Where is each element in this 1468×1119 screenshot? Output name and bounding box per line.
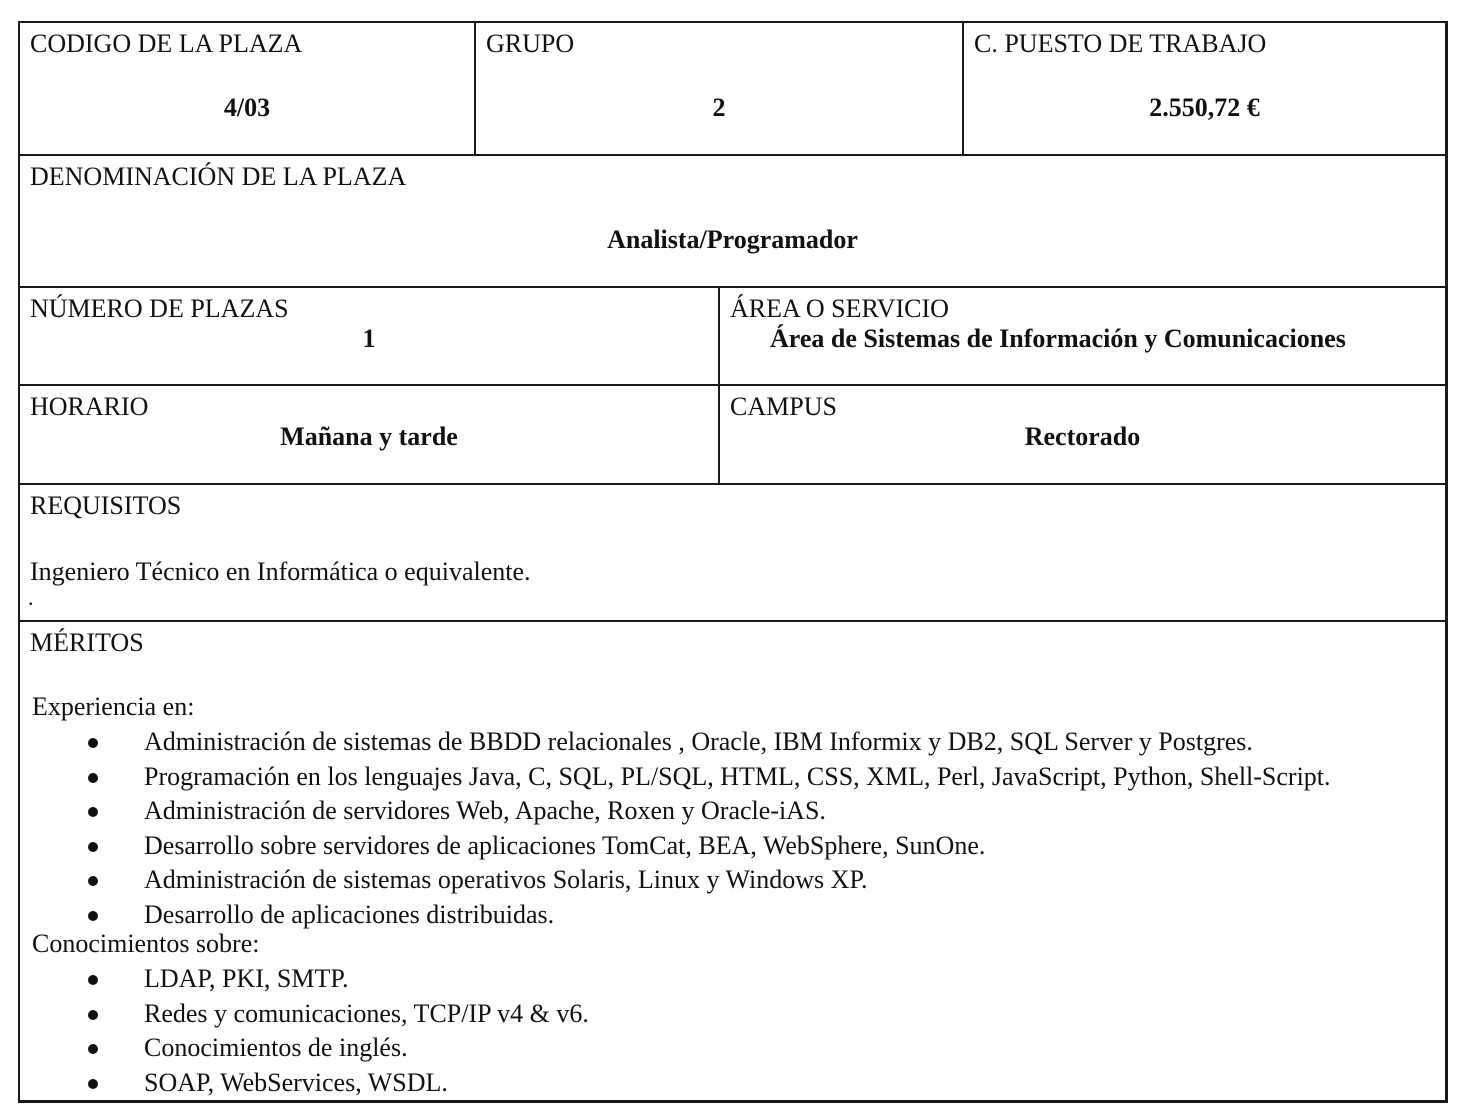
horario-label: HORARIO: [30, 392, 149, 421]
list-item: Conocimientos de inglés.: [20, 1031, 589, 1066]
experiencia-list: [20, 725, 1331, 932]
denominacion-label: DENOMINACIÓN DE LA PLAZA: [30, 162, 407, 191]
list-item: Desarrollo sobre servidores de aplicaciones TomCat, BEA, WebSphere, SunOne.: [20, 829, 1331, 864]
bullet-icon: [88, 876, 98, 886]
area-value: Área de Sistemas de Información y Comunicaciones: [770, 324, 1346, 353]
campus-label: CAMPUS: [730, 392, 837, 421]
bullet-icon: [88, 911, 98, 921]
cell-numero: [20, 288, 718, 384]
row-horario-campus: [20, 386, 1445, 485]
requisitos-stray-mark: .: [28, 585, 34, 610]
codigo-value: 4/03: [223, 93, 271, 122]
cell-area: [718, 288, 1445, 384]
list-item: Administración de sistemas de BBDD relacionales , Oracle, IBM Informix y DB2, SQL Server y Postgres.: [20, 725, 1331, 760]
campus-value: Rectorado: [1024, 422, 1141, 451]
grupo-value: 2: [712, 93, 726, 122]
list-item: Administración de servidores Web, Apache, Roxen y Oracle-iAS.: [20, 794, 1331, 829]
puesto-label: C. PUESTO DE TRABAJO: [974, 29, 1267, 58]
horario-value: Mañana y tarde: [280, 422, 458, 451]
bullet-icon: [88, 738, 98, 748]
bullet-icon: [88, 842, 98, 852]
cell-codigo: [20, 23, 474, 154]
numero-label: NÚMERO DE PLAZAS: [30, 294, 289, 323]
row-meritos: [20, 622, 1445, 1100]
cell-denominacion: [20, 156, 1445, 286]
list-item: SOAP, WebServices, WSDL.: [20, 1066, 589, 1101]
cell-campus: [718, 386, 1445, 483]
area-label: ÁREA O SERVICIO: [730, 294, 949, 323]
list-item: LDAP, PKI, SMTP.: [20, 962, 589, 997]
list-item: Administración de sistemas operativos Solaris, Linux y Windows XP.: [20, 863, 1331, 898]
conocimientos-list: [20, 962, 589, 1100]
conocimientos-heading: Conocimientos sobre:: [32, 929, 260, 958]
grupo-label: GRUPO: [486, 29, 575, 58]
row-denominacion: [20, 156, 1445, 288]
denominacion-value: Analista/Programador: [607, 225, 858, 254]
puesto-value: 2.550,72 €: [1149, 93, 1260, 122]
list-item: Programación en los lenguajes Java, C, SQL, PL/SQL, HTML, CSS, XML, Perl, JavaScript, Python, Shell-Script.: [20, 760, 1331, 795]
numero-value: 1: [362, 324, 376, 353]
cell-horario: [20, 386, 718, 483]
bullet-icon: [88, 773, 98, 783]
cell-meritos: [20, 622, 1445, 1100]
bullet-icon: [88, 1044, 98, 1054]
experiencia-heading: Experiencia en:: [32, 692, 195, 721]
cell-puesto: [962, 23, 1445, 154]
bullet-icon: [88, 1010, 98, 1020]
row-requisitos: [20, 485, 1445, 622]
row-plaza-info: [20, 23, 1445, 156]
meritos-label: MÉRITOS: [30, 628, 144, 657]
job-position-form: [18, 21, 1448, 1103]
row-numero-area: [20, 288, 1445, 386]
bullet-icon: [88, 1079, 98, 1089]
bullet-icon: [88, 975, 98, 985]
cell-requisitos: [20, 485, 1445, 620]
codigo-label: CODIGO DE LA PLAZA: [30, 29, 303, 58]
requisitos-text: Ingeniero Técnico en Informática o equivalente.: [30, 557, 531, 586]
requisitos-label: REQUISITOS: [30, 491, 182, 520]
list-item: Desarrollo de aplicaciones distribuidas.: [20, 898, 1331, 933]
cell-grupo: [474, 23, 962, 154]
list-item: Redes y comunicaciones, TCP/IP v4 & v6.: [20, 997, 589, 1032]
bullet-icon: [88, 807, 98, 817]
